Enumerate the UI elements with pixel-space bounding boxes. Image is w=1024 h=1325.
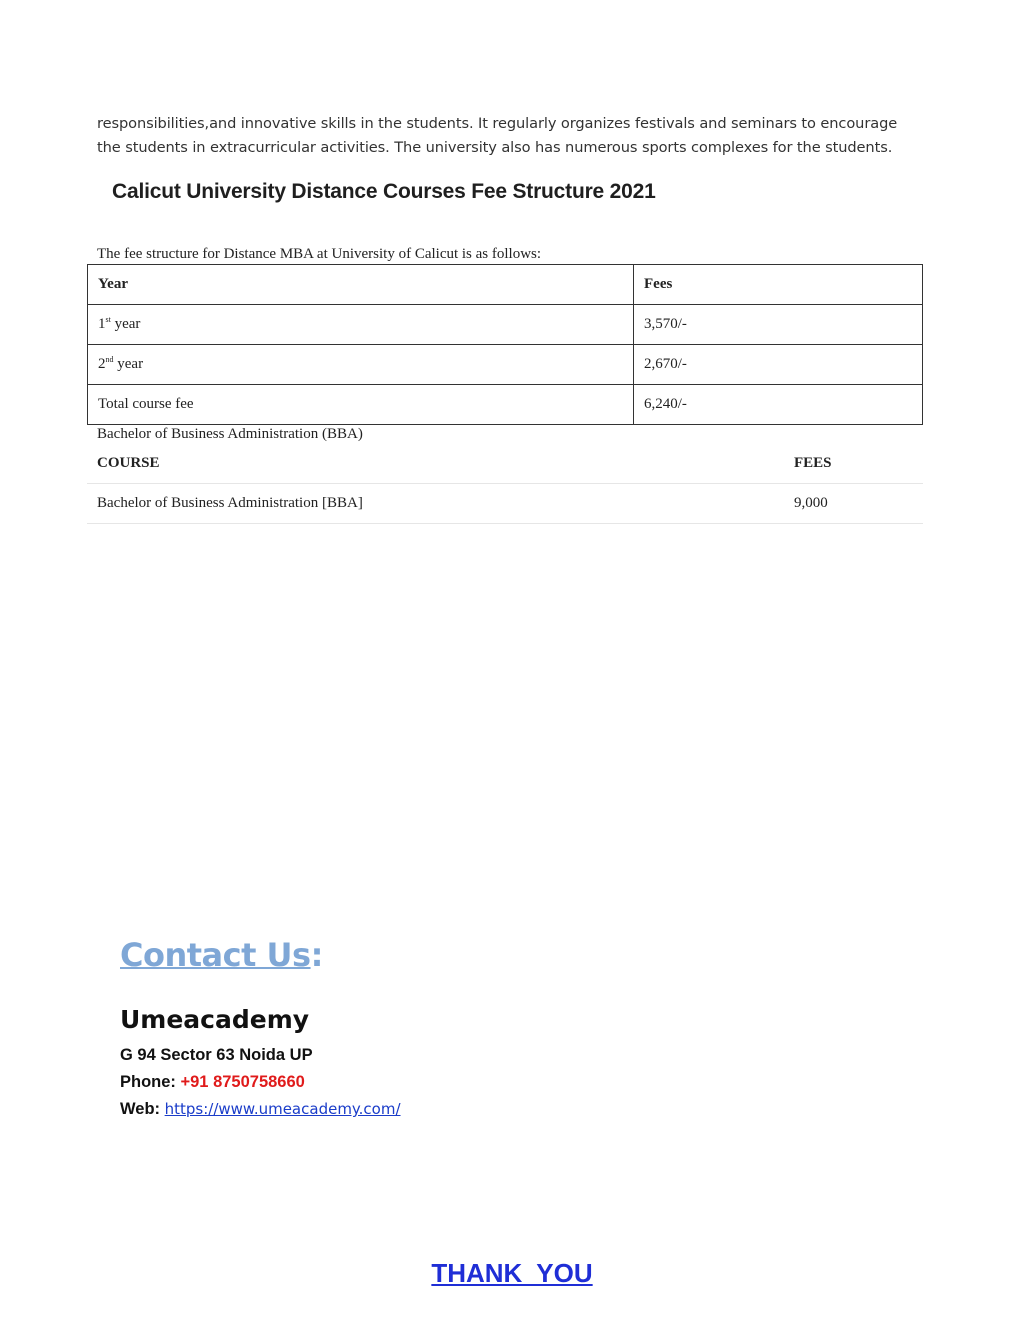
phone-label: Phone: bbox=[120, 1073, 181, 1091]
year-label: year bbox=[110, 316, 141, 332]
mba-table-caption: The fee structure for Distance MBA at University of Calicut is as follows: bbox=[97, 246, 542, 262]
fee-cell: 2,670/- bbox=[634, 345, 923, 385]
column-header-fees: FEES bbox=[784, 444, 923, 484]
year-label: year bbox=[113, 356, 144, 372]
mba-fee-table bbox=[87, 264, 923, 425]
column-header-fees: Fees bbox=[634, 265, 923, 305]
table-header-row bbox=[87, 444, 923, 484]
web-label: Web: bbox=[120, 1100, 165, 1118]
contact-title-colon: : bbox=[310, 936, 323, 974]
bba-table-caption: Bachelor of Business Administration (BBA) bbox=[97, 426, 363, 442]
contact-title-text: Contact Us bbox=[120, 936, 311, 974]
year-suffix: st bbox=[105, 315, 111, 324]
phone-number: +91 8750758660 bbox=[180, 1073, 305, 1091]
web-line bbox=[120, 1100, 401, 1119]
page-heading: Calicut University Distance Courses Fee Structure 2021 bbox=[112, 180, 656, 203]
year-suffix: nd bbox=[105, 355, 114, 364]
phone-line bbox=[120, 1073, 305, 1092]
year-cell bbox=[88, 345, 634, 385]
table-row bbox=[88, 385, 923, 425]
year-number: 1 bbox=[98, 316, 106, 332]
table-row bbox=[88, 305, 923, 345]
column-header-year: Year bbox=[88, 265, 634, 305]
address-line: G 94 Sector 63 Noida UP bbox=[120, 1046, 313, 1064]
total-label-cell: Total course fee bbox=[88, 385, 634, 425]
organization-name: Umeacademy bbox=[120, 1005, 310, 1034]
fee-cell: 9,000 bbox=[784, 484, 923, 524]
table-header-row bbox=[88, 265, 923, 305]
thank-you-text: THANK YOU bbox=[431, 1258, 593, 1288]
intro-paragraph bbox=[97, 112, 937, 160]
intro-line-1: responsibilities,and innovative skills in the students. It regularly organizes festivals and seminars to encourage bbox=[97, 115, 898, 132]
fee-cell: 3,570/- bbox=[634, 305, 923, 345]
website-link[interactable]: https://www.umeacademy.com/ bbox=[164, 1100, 401, 1118]
table-row bbox=[88, 345, 923, 385]
bba-fee-table bbox=[87, 444, 923, 524]
course-cell: Bachelor of Business Administration [BBA] bbox=[87, 484, 784, 524]
fee-cell: 6,240/- bbox=[634, 385, 923, 425]
table-row bbox=[87, 484, 923, 524]
contact-title bbox=[120, 936, 323, 974]
year-cell bbox=[88, 305, 634, 345]
column-header-course: COURSE bbox=[87, 444, 784, 484]
intro-line-2: the students in extracurricular activities. The university also has numerous sports complexes for the students. bbox=[97, 139, 893, 156]
year-number: 2 bbox=[98, 356, 106, 372]
